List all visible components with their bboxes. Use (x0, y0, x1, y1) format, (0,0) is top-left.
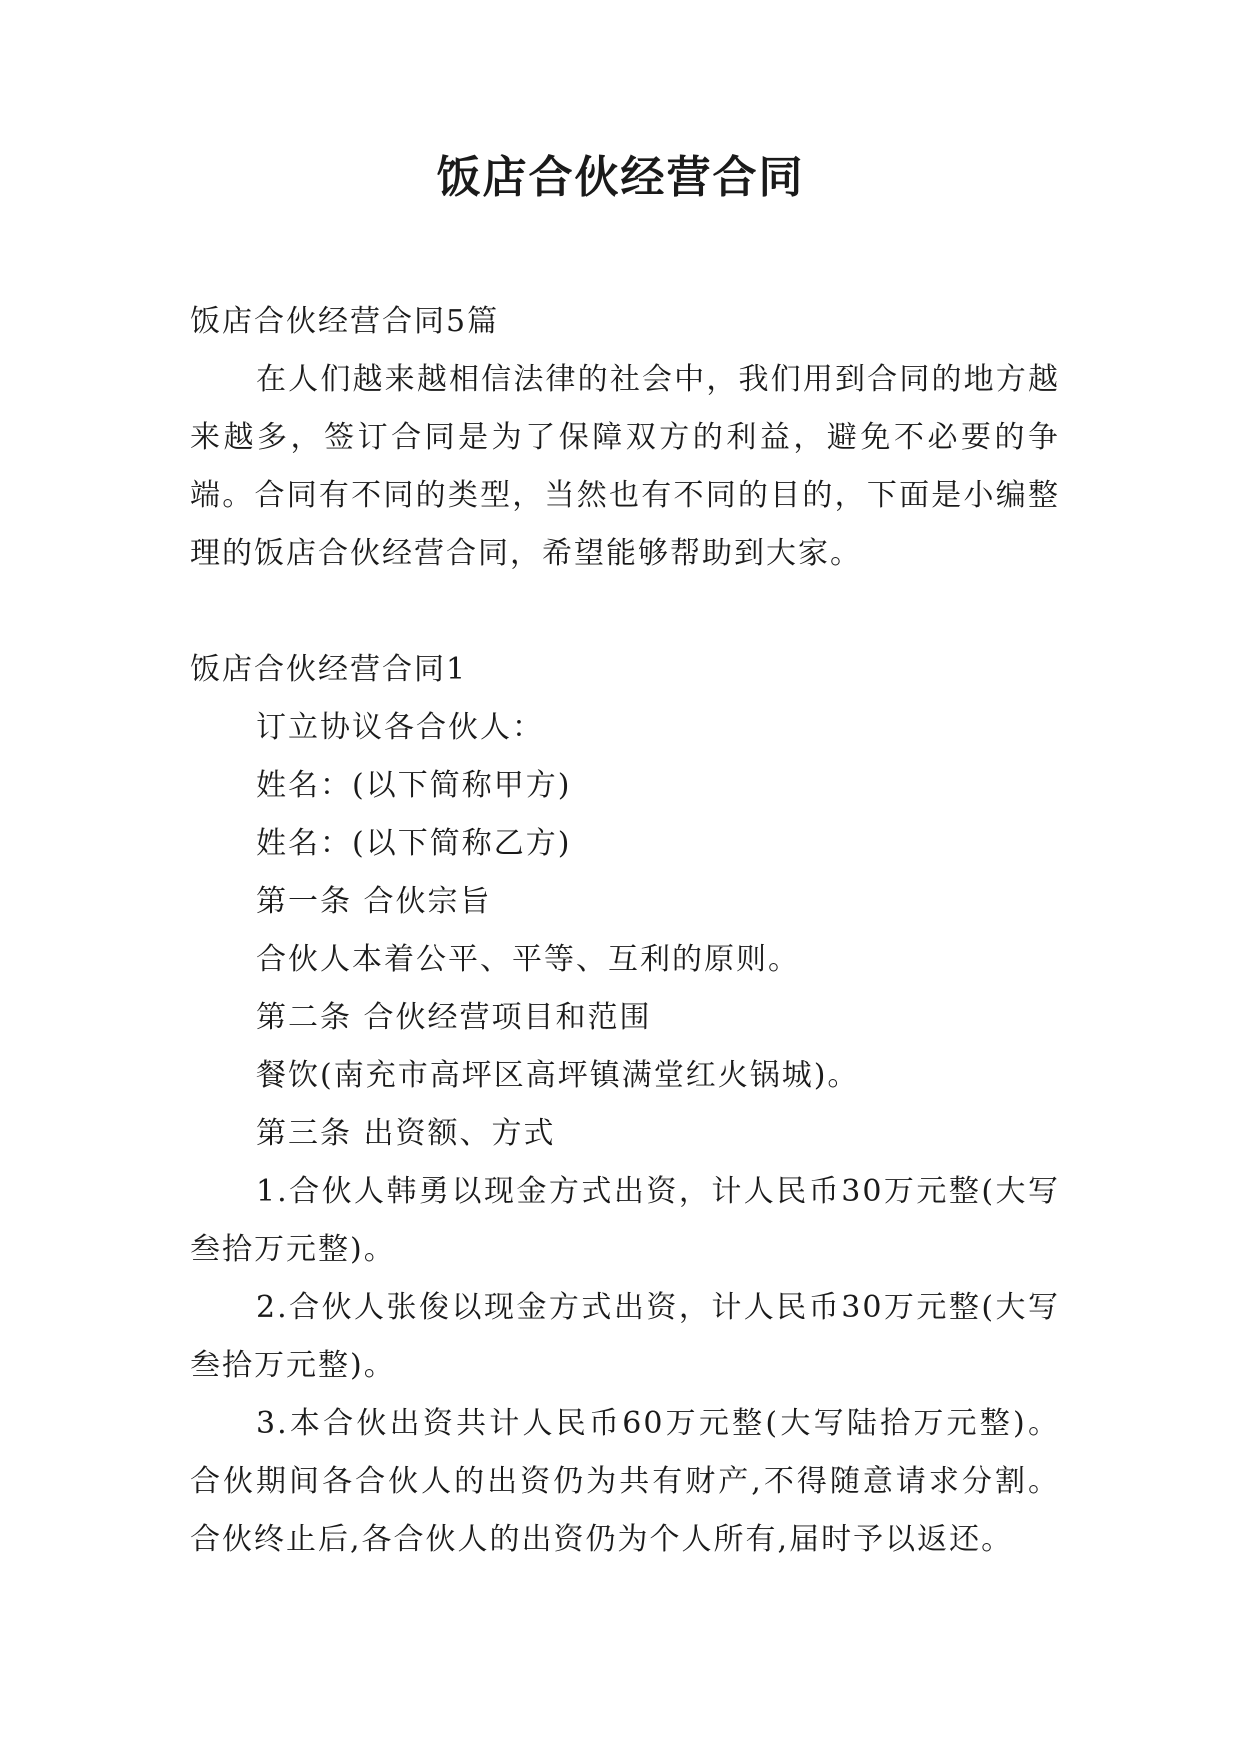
article-2-heading: 第二条 合伙经营项目和范围 (256, 1000, 652, 1035)
article-3-heading: 第三条 出资额、方式 (256, 1116, 556, 1151)
clause-3: 3.本合伙出资共计人民币60万元整(大写陆拾万元整)。合伙期间各合伙人的出资仍为共有财产,不得随意请求分割。合伙终止后,各合伙人的出资仍为个人所有,届时予以返还。 (190, 1406, 1060, 1557)
clause-2: 2.合伙人张俊以现金方式出资，计人民币30万元整(大写叁拾万元整)。 (190, 1290, 1060, 1383)
document-body (190, 293, 1060, 1569)
section-heading: 饭店合伙经营合同1 (190, 652, 468, 687)
article-1-text: 合伙人本着公平、平等、互利的原则。 (256, 942, 800, 977)
parties-line: 订立协议各合伙人： (256, 710, 544, 745)
party-a-line: 姓名：(以下简称甲方) (256, 768, 572, 803)
clause-1: 1.合伙人韩勇以现金方式出资，计人民币30万元整(大写叁拾万元整)。 (190, 1174, 1060, 1267)
document-title: 饭店合伙经营合同 (436, 152, 805, 203)
document-subtitle: 饭店合伙经营合同5篇 (190, 304, 500, 339)
article-1-heading: 第一条 合伙宗旨 (256, 884, 492, 919)
party-b-line: 姓名：(以下简称乙方) (256, 826, 572, 861)
intro-paragraph: 在人们越来越相信法律的社会中，我们用到合同的地方越来越多，签订合同是为了保障双方的利益，避免不必要的争端。合同有不同的类型，当然也有不同的目的，下面是小编整理的饭店合伙经营合同，希望能够帮助到大家。 (190, 362, 1060, 571)
paragraph-gap (190, 583, 1060, 641)
article-2-text: 餐饮(南充市高坪区高坪镇满堂红火锅城)。 (256, 1058, 860, 1093)
